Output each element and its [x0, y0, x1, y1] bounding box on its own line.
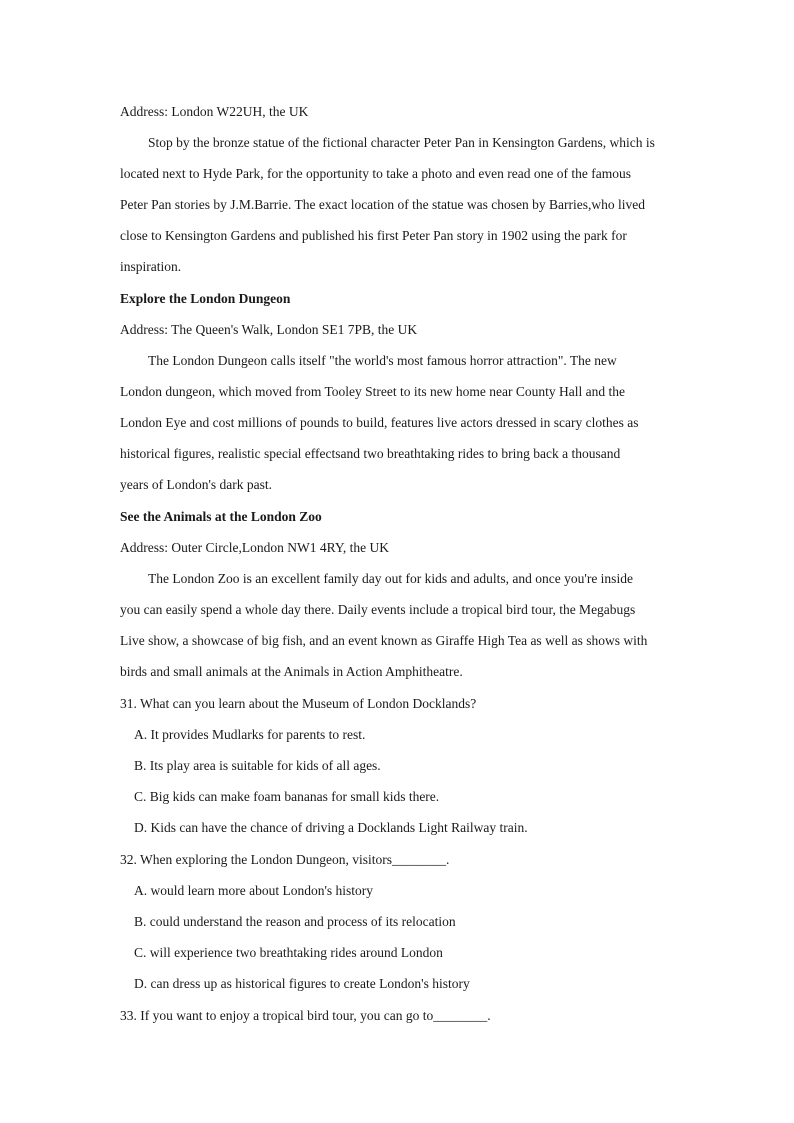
question-31-option-d: D. Kids can have the chance of driving a Docklands Light Railway train. — [134, 820, 528, 835]
question-32-option-d: D. can dress up as historical figures to create London's history — [134, 976, 470, 991]
dungeon-paragraph-line-5: years of London's dark past. — [120, 477, 273, 492]
question-32-option-b: B. could understand the reason and process of its relocation — [134, 914, 456, 929]
zoo-paragraph-line-4: birds and small animals at the Animals in Action Amphitheatre. — [120, 664, 463, 679]
zoo-paragraph-line-3: Live show, a showcase of big fish, and an event known as Giraffe High Tea as well as shows with — [120, 633, 648, 648]
peter-pan-paragraph-line-5: inspiration. — [120, 259, 182, 274]
zoo-heading: See the Animals at the London Zoo — [120, 509, 322, 524]
question-31-option-a: A. It provides Mudlarks for parents to rest. — [134, 727, 366, 742]
peter-pan-address: Address: London W22UH, the UK — [120, 104, 309, 119]
zoo-address: Address: Outer Circle,London NW1 4RY, the UK — [120, 540, 389, 555]
question-32-stem: 32. When exploring the London Dungeon, visitors________. — [120, 852, 450, 867]
question-32-option-a: A. would learn more about London's history — [134, 883, 374, 898]
question-32-option-c: C. will experience two breathtaking rides around London — [134, 945, 443, 960]
zoo-paragraph-line-1: The London Zoo is an excellent family day out for kids and adults, and once you're inside — [148, 571, 633, 586]
peter-pan-paragraph-line-3: Peter Pan stories by J.M.Barrie. The exact location of the statue was chosen by Barries,who lived — [120, 197, 645, 212]
dungeon-paragraph-line-1: The London Dungeon calls itself "the world's most famous horror attraction". The new — [148, 353, 617, 368]
question-31-option-b: B. Its play area is suitable for kids of all ages. — [134, 758, 381, 773]
question-31-stem: 31. What can you learn about the Museum of London Docklands? — [120, 696, 477, 711]
dungeon-paragraph-line-3: London Eye and cost millions of pounds to build, features live actors dressed in scary clothes as — [120, 415, 639, 430]
zoo-paragraph-line-2: you can easily spend a whole day there. Daily events include a tropical bird tour, the Megabugs — [120, 602, 636, 617]
question-31-option-c: C. Big kids can make foam bananas for small kids there. — [134, 789, 440, 804]
dungeon-paragraph-line-4: historical figures, realistic special effectsand two breathtaking rides to bring back a thousand — [120, 446, 621, 461]
peter-pan-paragraph-line-2: located next to Hyde Park, for the opportunity to take a photo and even read one of the famous — [120, 166, 631, 181]
dungeon-heading: Explore the London Dungeon — [120, 291, 291, 306]
dungeon-paragraph-line-2: London dungeon, which moved from Tooley Street to its new home near County Hall and the — [120, 384, 625, 399]
dungeon-address: Address: The Queen's Walk, London SE1 7PB, the UK — [120, 322, 418, 337]
peter-pan-paragraph-line-1: Stop by the bronze statue of the fictional character Peter Pan in Kensington Gardens, which is — [148, 135, 655, 150]
question-33-stem: 33. If you want to enjoy a tropical bird tour, you can go to________. — [120, 1008, 491, 1023]
peter-pan-paragraph-line-4: close to Kensington Gardens and published his first Peter Pan story in 1902 using the park for — [120, 228, 627, 243]
